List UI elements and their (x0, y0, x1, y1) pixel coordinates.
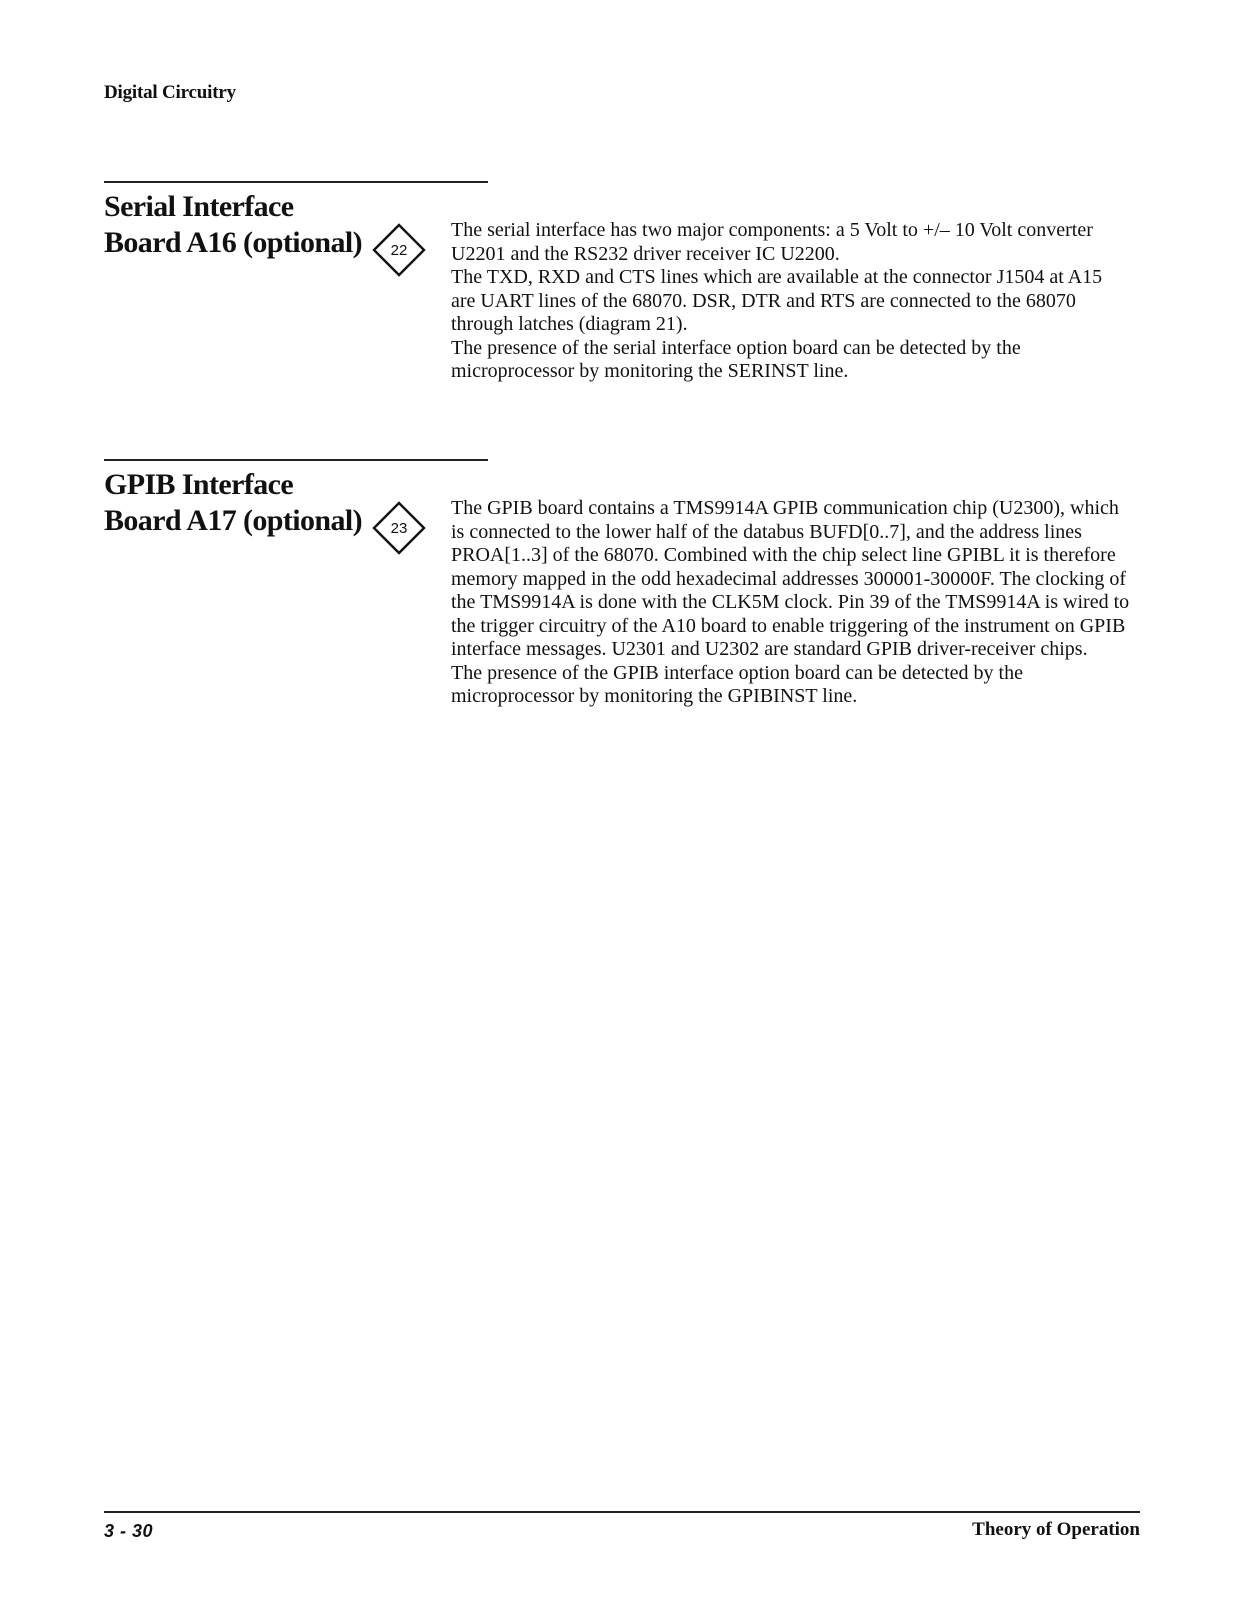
body-paragraph: The presence of the GPIB interface option board can be detected by the microprocessor by monitoring the GPIBINST line. (451, 661, 1023, 707)
section-divider (104, 459, 488, 461)
diagram-reference-number: 23 (390, 520, 408, 537)
diagram-reference-diamond-icon (372, 223, 426, 277)
section-heading-line-1: GPIB Interface (104, 468, 294, 501)
section-heading (104, 189, 362, 261)
body-paragraph: The presence of the serial interface option board can be detected by the microprocessor by monitoring the SERINST line. (451, 336, 1021, 382)
footer-divider (104, 1511, 1140, 1513)
section-body (451, 219, 1131, 384)
diagram-reference-number: 22 (390, 242, 408, 259)
body-paragraph: The serial interface has two major components: a 5 Volt to +/– 10 Volt converter U2201 and the RS232 driver receiver IC U2200. (451, 219, 1093, 265)
section-heading-line-2: Board A16 (optional) (104, 226, 363, 259)
section-heading (104, 467, 362, 539)
section-heading-line-2: Board A17 (optional) (104, 504, 363, 537)
page-number: 3 - 30 (104, 1521, 154, 1541)
body-paragraph: The TXD, RXD and CTS lines which are available at the connector J1504 at A15 are UART lines of the 68070. DSR, DTR and RTS are connected to the 68070 through latches (diagram 21). (451, 266, 1103, 335)
section-heading-line-1: Serial Interface (104, 190, 294, 223)
chapter-title: Theory of Operation (972, 1519, 1140, 1540)
section-divider (104, 181, 488, 183)
running-head: Digital Circuitry (104, 82, 236, 103)
section-body (451, 497, 1131, 709)
diagram-reference-diamond-icon (372, 501, 426, 555)
body-paragraph: The GPIB board contains a TMS9914A GPIB communication chip (U2300), which is connected to the lower half of the databus BUFD[0..7], and the address lines PROA[1..3] of the 68070. Combined with the chip select line GPIBL it is therefore memory mapped in the odd hexadecimal addresses 300001-30000F. The clocking of the TMS9914A is done with the CLK5M clock. Pin 39 of the TMS9914A is wired to the trigger circuitry of the A10 board to enable triggering of the instrument on GPIB interface messages. U2301 and U2302 are standard GPIB driver-receiver chips. (451, 497, 1130, 660)
